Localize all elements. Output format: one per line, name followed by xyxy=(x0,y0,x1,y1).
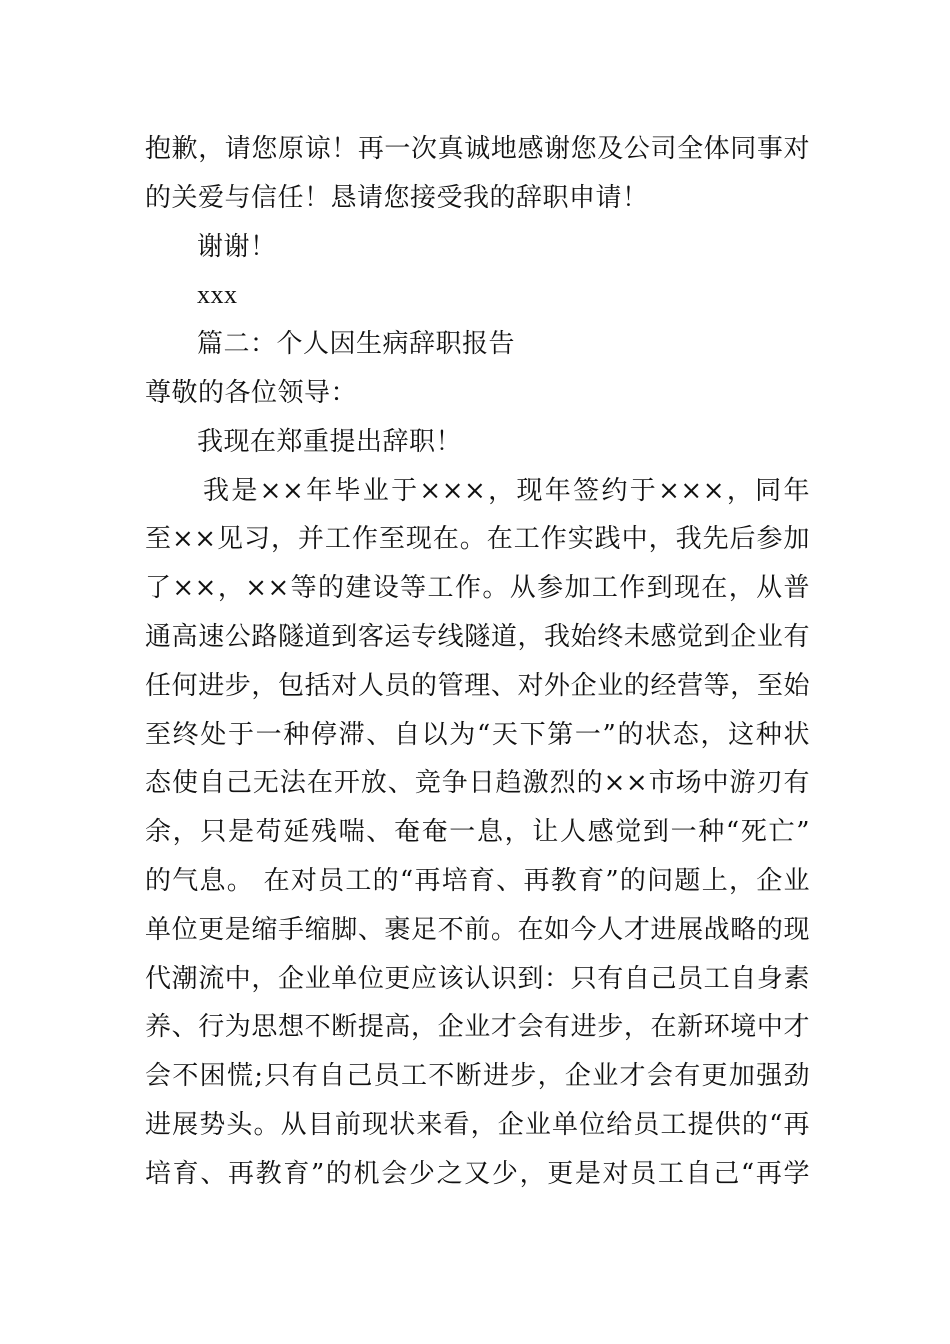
document-body xyxy=(145,125,810,1199)
text-line: 我是××年毕业于×××，现年签约于×××，同年 xyxy=(203,475,810,506)
text-line: 培育、再教育”的机会少之又少，更是对员工自己“再学 xyxy=(145,1158,810,1189)
text-line: 余，只是苟延残喘、奄奄一息，让人感觉到一种“死亡” xyxy=(145,817,810,848)
text-line: 养、行为思想不断提高，企业才会有进步，在新环境中才 xyxy=(145,1012,810,1043)
text-line: 会不困慌;只有自己员工不断进步，企业才会有更加强劲 xyxy=(145,1061,810,1092)
text-line: 至终处于一种停滞、自以为“天下第一”的状态，这种状 xyxy=(145,719,810,750)
text-line: 我现在郑重提出辞职！ xyxy=(197,426,463,457)
section-heading: 篇二：个人因生病辞职报告 xyxy=(197,329,516,360)
text-line: 的关爱与信任！恳请您接受我的辞职申请！ xyxy=(145,182,649,213)
text-line: 的气息。 在对员工的“再培育、再教育”的问题上，企业 xyxy=(145,865,810,896)
text-line: 进展势头。从目前现状来看，企业单位给员工提供的“再 xyxy=(145,1109,810,1140)
text-line: 至××见习，并工作至现在。在工作实践中，我先后参加 xyxy=(145,524,810,555)
text-line: 代潮流中，企业单位更应该认识到：只有自己员工自身素 xyxy=(145,963,810,994)
text-line: 了××，××等的建设等工作。从参加工作到现在，从普 xyxy=(145,573,810,604)
text-line: 通高速公路隧道到客运专线隧道，我始终未感觉到企业有 xyxy=(145,621,810,652)
text-line: 态使自己无法在开放、竞争日趋激烈的××市场中游刃有 xyxy=(145,768,810,799)
salutation: 尊敬的各位领导： xyxy=(145,377,358,408)
text-line: 单位更是缩手缩脚、裹足不前。在如今人才进展战略的现 xyxy=(145,914,810,945)
text-line: 抱歉，请您原谅！再一次真诚地感谢您及公司全体同事对 xyxy=(145,134,810,164)
text-line: 任何进步，包括对人员的管理、对外企业的经营等，至始 xyxy=(145,670,810,701)
text-line: xxx xyxy=(197,280,238,310)
text-line: 谢谢！ xyxy=(197,231,277,262)
